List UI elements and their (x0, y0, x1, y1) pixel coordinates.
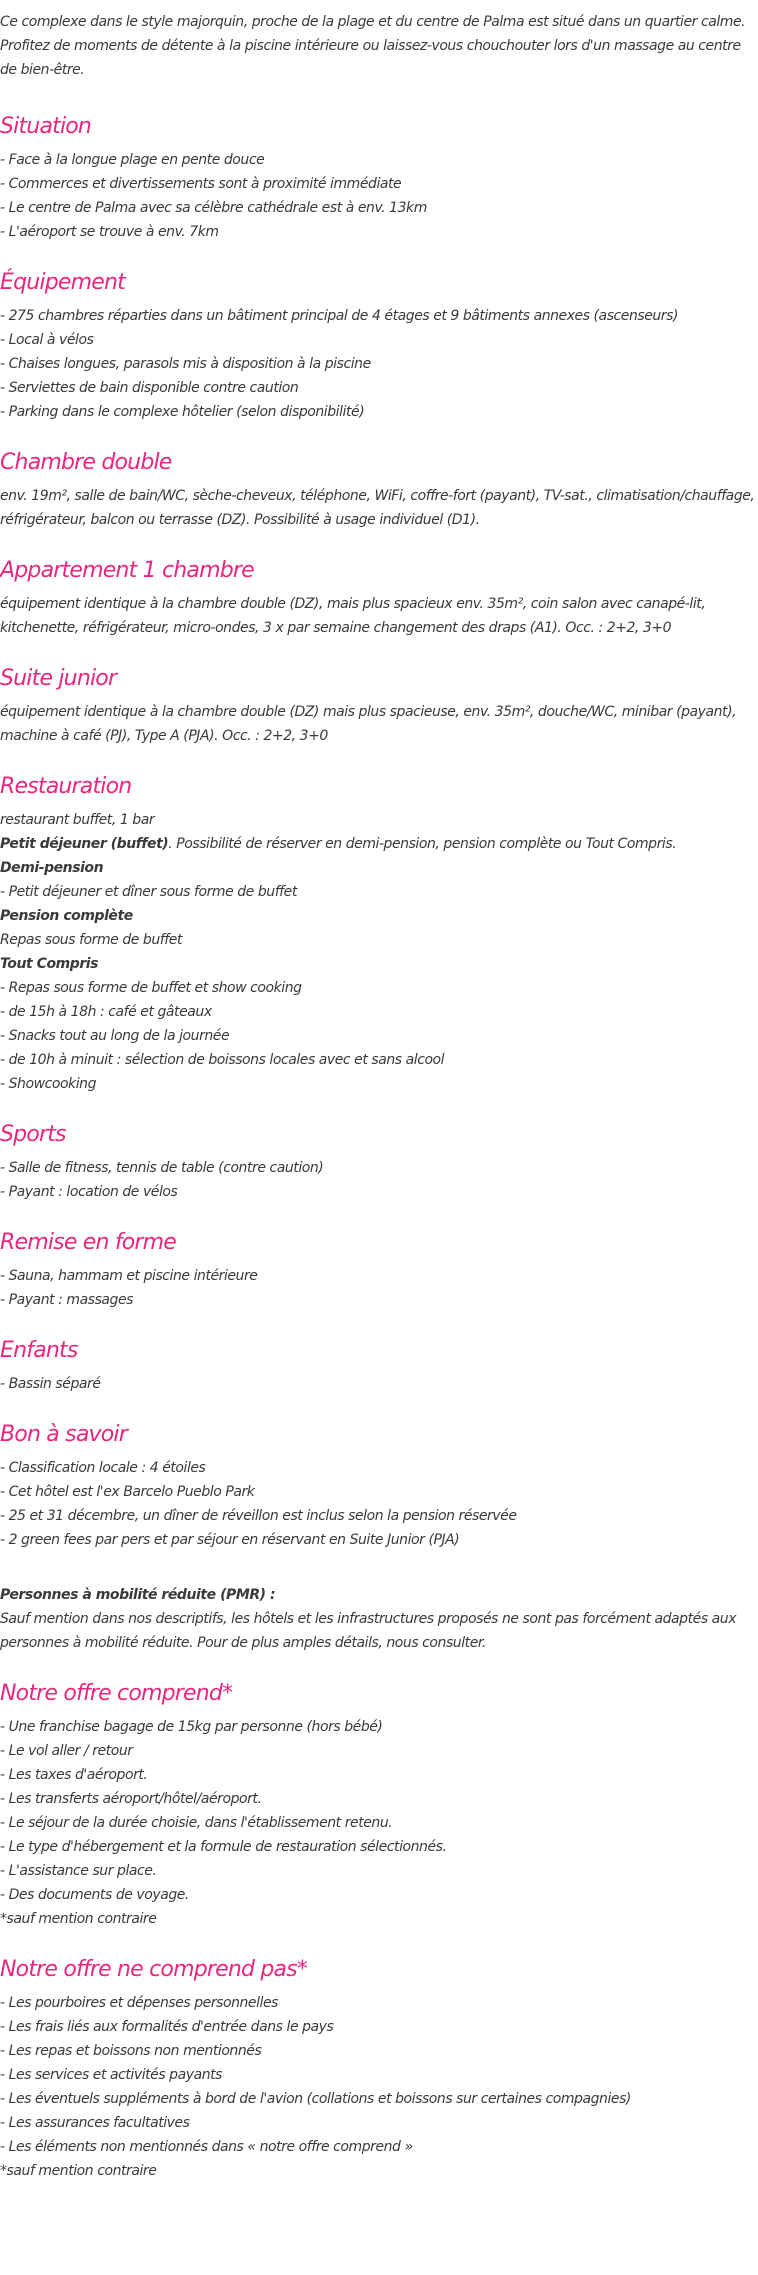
list-item: - Les éventuels suppléments à bord de l'avion (collations et boissons sur certaines compagnies) (0, 2091, 631, 2107)
list-item: - Les frais liés aux formalités d'entrée dans le pays (0, 2019, 334, 2035)
section-situation (0, 112, 758, 244)
section-title: Enfants (0, 1338, 78, 1363)
list-item: - Showcooking (0, 1076, 97, 1092)
section-title: Notre offre comprend* (0, 1681, 233, 1706)
list-item: - Cet hôtel est l'ex Barcelo Pueblo Park (0, 1484, 255, 1500)
list-item: - Une franchise bagage de 15kg par personne (hors bébé) (0, 1719, 383, 1735)
section-body (0, 1372, 758, 1396)
list-item: - Snacks tout au long de la journée (0, 1028, 230, 1044)
section-title: Appartement 1 chambre (0, 558, 254, 583)
footnote: *sauf mention contraire (0, 1911, 157, 1927)
section-text: équipement identique à la chambre double (DZ) mais plus spacieuse, env. 35m², douche/WC, minibar (payant), machine à café (PJ), Type A (PJA). Occ. : 2+2, 3+0 (0, 704, 737, 744)
list-item: - Parking dans le complexe hôtelier (selon disponibilité) (0, 404, 365, 420)
list-item: - Sauna, hammam et piscine intérieure (0, 1268, 258, 1284)
list-item: - Local à vélos (0, 332, 94, 348)
list-item: - Classification locale : 4 étoiles (0, 1460, 206, 1476)
section-title: Restauration (0, 774, 132, 799)
section-title: Bon à savoir (0, 1422, 127, 1447)
list-item: - Des documents de voyage. (0, 1887, 189, 1903)
section-body (0, 808, 758, 1096)
list-item: - Les services et activités payants (0, 2067, 223, 2083)
list-item: - L'assistance sur place. (0, 1863, 157, 1879)
list-item: - Les taxes d'aéroport. (0, 1767, 148, 1783)
list-item: - de 10h à minuit : sélection de boissons locales avec et sans alcool (0, 1052, 445, 1068)
list-item: - Les transferts aéroport/hôtel/aéroport. (0, 1791, 262, 1807)
list-item: - de 15h à 18h : café et gâteaux (0, 1004, 212, 1020)
list-item: - Chaises longues, parasols mis à disposition à la piscine (0, 356, 371, 372)
section-title: Situation (0, 114, 92, 139)
section-body (0, 1264, 758, 1312)
section-body (0, 1991, 758, 2183)
section-chambre-double (0, 448, 758, 532)
section-bon-a-savoir (0, 1420, 758, 1655)
all-inclusive-label: Tout Compris (0, 956, 99, 972)
section-offre-ne-comprend-pas (0, 1955, 758, 2183)
section-body (0, 1456, 758, 1655)
restaurant-info: restaurant buffet, 1 bar (0, 812, 155, 828)
section-suite-junior (0, 664, 758, 748)
section-body (0, 304, 758, 424)
intro-text: Ce complexe dans le style majorquin, proche de la plage et du centre de Palma est situé dans un quartier calme. Profitez de moments de détente à la piscine intérieure ou laissez-vous chouchouter lors d'un massage au centre de bien-être. (0, 14, 746, 78)
pmr-text: Sauf mention dans nos descriptifs, les hôtels et les infrastructures proposés ne sont pas forcément adaptés aux personnes à mobilité réduite. Pour de plus amples détails, nous consulter. (0, 1611, 737, 1651)
list-item: - Le séjour de la durée choisie, dans l'établissement retenu. (0, 1815, 393, 1831)
list-item: - Les assurances facultatives (0, 2115, 190, 2131)
list-item: - Les éléments non mentionnés dans « notre offre comprend » (0, 2139, 413, 2155)
section-title: Remise en forme (0, 1230, 177, 1255)
pmr-label: Personnes à mobilité réduite (PMR) : (0, 1587, 276, 1603)
list-item: - 25 et 31 décembre, un dîner de réveillon est inclus selon la pension réservée (0, 1508, 517, 1524)
list-item: - L'aéroport se trouve à env. 7km (0, 224, 219, 240)
section-title: Chambre double (0, 450, 172, 475)
list-item: - Commerces et divertissements sont à proximité immédiate (0, 176, 402, 192)
section-body (0, 148, 758, 244)
list-item: - Petit déjeuner et dîner sous forme de buffet (0, 884, 297, 900)
list-item: - Les repas et boissons non mentionnés (0, 2043, 262, 2059)
breakfast-label: Petit déjeuner (buffet) (0, 836, 169, 852)
section-restauration (0, 772, 758, 1096)
section-body (0, 1715, 758, 1931)
section-title: Suite junior (0, 666, 117, 691)
list-item: - Serviettes de bain disponible contre caution (0, 380, 299, 396)
section-appartement (0, 556, 758, 640)
section-title: Notre offre ne comprend pas* (0, 1957, 308, 1982)
breakfast-text: . Possibilité de réserver en demi-pension, pension complète ou Tout Compris. (168, 836, 677, 852)
section-sports (0, 1120, 758, 1204)
list-item: - Le centre de Palma avec sa célèbre cathédrale est à env. 13km (0, 200, 427, 216)
list-item: - 2 green fees par pers et par séjour en réservant en Suite Junior (PJA) (0, 1532, 460, 1548)
list-item: - Face à la longue plage en pente douce (0, 152, 265, 168)
section-title: Sports (0, 1122, 66, 1147)
list-item: - 275 chambres réparties dans un bâtiment principal de 4 étages et 9 bâtiments annexes (ascenseurs) (0, 308, 678, 324)
full-board-label: Pension complète (0, 908, 133, 924)
list-item: - Payant : location de vélos (0, 1184, 178, 1200)
footnote: *sauf mention contraire (0, 2163, 157, 2179)
section-enfants (0, 1336, 758, 1396)
breakfast-info (0, 832, 758, 856)
list-item: - Les pourboires et dépenses personnelles (0, 1995, 278, 2011)
half-board-label: Demi-pension (0, 860, 104, 876)
list-item: - Le type d'hébergement et la formule de restauration sélectionnés. (0, 1839, 447, 1855)
section-body (0, 1156, 758, 1204)
list-item: - Bassin séparé (0, 1376, 101, 1392)
list-item: - Le vol aller / retour (0, 1743, 133, 1759)
section-title: Équipement (0, 270, 125, 295)
section-text: env. 19m², salle de bain/WC, sèche-cheveux, téléphone, WiFi, coffre-fort (payant), TV-sat., climatisation/chauffage, réfrigérateur, balcon ou terrasse (DZ). Possibilité à usage individuel (D1). (0, 488, 755, 528)
list-item: - Repas sous forme de buffet et show cooking (0, 980, 302, 996)
full-board-text: Repas sous forme de buffet (0, 932, 182, 948)
list-item: - Salle de fitness, tennis de table (contre caution) (0, 1160, 324, 1176)
section-text: équipement identique à la chambre double (DZ), mais plus spacieux env. 35m², coin salon avec canapé-lit, kitchenette, réfrigérateur, micro-ondes, 3 x par semaine changement des draps (A1). Occ. : 2+2, 3+0 (0, 596, 706, 636)
section-offre-comprend (0, 1679, 758, 1931)
list-item: - Payant : massages (0, 1292, 133, 1308)
section-remise-en-forme (0, 1228, 758, 1312)
section-equipement (0, 268, 758, 424)
